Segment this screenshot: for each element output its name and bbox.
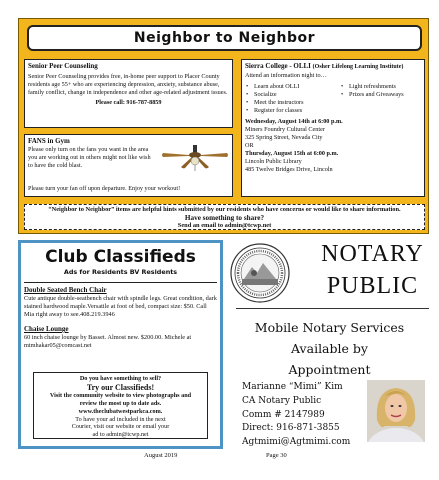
event1-date: Wednesday, August 14th at 6:00 p.m. — [245, 118, 343, 125]
list-item: • Prizes and Giveaways — [340, 91, 404, 99]
promo-question: Do you have something to sell? — [79, 375, 162, 382]
olli-events — [245, 118, 421, 174]
contact-name: Marianne “Mimi” Kim — [242, 382, 343, 392]
senior-body: Senior Peer Counseling provides free, in-home peer support to Placer County residents age 55+ who are experiencing depression, anxiety, substance abuse, family conflict, change in independence and other age-related adjustment issues. — [28, 73, 228, 96]
list-item: • Socialize — [245, 91, 340, 99]
state-seal-icon — [230, 243, 290, 303]
olli-bullets-left — [245, 83, 340, 115]
senior-peer-counseling-box — [24, 59, 233, 128]
services-line: Available by — [291, 341, 368, 356]
ad-body: Cute antique double-seatbench chair with spindle legs. Great condition, dark stained hardwood maple.Versatile at foot of bed, compact size: $50. Call Mia right away to see.408.219.3946 — [24, 295, 217, 318]
fans-heading: FANS in Gym — [28, 137, 70, 145]
notary-title-line2: PUBLIC — [326, 273, 419, 299]
event2-place: Lincoln Public Library — [245, 158, 302, 165]
contact-commission: Comm # 2147989 — [242, 409, 325, 420]
neighbor-note — [24, 204, 425, 230]
note-text: “Neighbor to Neighbor” items are helpful hints submitted by our residents who have concerns or would like to share information. — [48, 206, 401, 213]
note-question: Have something to share? — [184, 214, 265, 222]
contact-email[interactable]: Agtmimi@Agtmimi.com — [242, 437, 351, 448]
ad-title: Chaise Lounge — [24, 325, 69, 333]
footer-date: August 2019 — [144, 452, 178, 459]
classified-ad — [24, 325, 217, 350]
promo-line: Visit the community website to view photographs and — [49, 392, 192, 400]
portrait-photo — [367, 380, 425, 442]
promo-website-link[interactable]: www.theclubatwestparkca.com. — [78, 407, 163, 415]
services-line: Appointment — [288, 362, 371, 377]
classifieds-subtitle: Ads for Residents BV Residents — [63, 268, 178, 276]
club-classifieds-section — [18, 240, 223, 449]
note-email: Send an email to admin@tcwp.net — [177, 222, 272, 229]
fans-body: Please only turn on the fans you want in the area you are working out in others might not like wish to have the cold blast. — [28, 146, 151, 169]
notary-title-line1: NOTARY — [321, 241, 424, 267]
classifieds-title: Club Classifieds — [45, 247, 196, 267]
footer-page-number: Page 30 — [266, 452, 287, 459]
services-line: Mobile Notary Services — [254, 320, 405, 335]
promo-line: Courier, visit our website or email your — [71, 423, 170, 431]
notary-public-ad — [230, 240, 429, 449]
event1-place: Miners Foundry Cultural Center — [245, 126, 325, 133]
event-or: OR — [245, 142, 254, 149]
notary-contact — [242, 381, 362, 450]
promo-line: To have your ad included in the next — [75, 415, 166, 423]
promo-line: ad to admin@tcwp.net — [92, 431, 149, 439]
event2-date: Thursday, August 15th at 6:00 p.m. — [245, 150, 339, 157]
list-item: • Learn about OLLI — [245, 83, 340, 91]
neighbor-to-neighbor-section — [18, 18, 429, 234]
neighbor-title: Neighbor to Neighbor — [27, 25, 422, 51]
ad-body: 60 inch chaise lounge by Basset. Almost new. $200.00. Michele at mtmhakar05@comcast.net — [24, 334, 192, 349]
notary-services — [230, 317, 429, 380]
olli-heading — [245, 62, 421, 72]
contact-title: CA Notary Public — [242, 395, 322, 406]
list-item: • Register for classes — [245, 107, 340, 115]
event1-address: 325 Spring Street, Nevada City — [245, 134, 323, 141]
contact-phone[interactable]: Direct: 916-871-3855 — [242, 423, 340, 434]
olli-bullets-right — [340, 83, 404, 115]
fans-closing: Please turn your fan off upon departure. Enjoy your workout! — [28, 185, 181, 192]
promo-line: review the most up to date ads. — [79, 400, 162, 408]
senior-heading: Senior Peer Counseling — [28, 62, 98, 70]
divider — [236, 308, 429, 309]
olli-heading-main: Sierra College - OLLI — [245, 62, 311, 70]
ceiling-fan-icon — [161, 145, 229, 173]
divider — [24, 282, 217, 283]
olli-intro: Attend an information night to… — [245, 72, 327, 79]
sierra-college-olli-box — [241, 59, 425, 197]
list-item: • Meet the instructors — [245, 99, 340, 107]
list-item: • Light refreshments — [340, 83, 404, 91]
ad-title: Double Seated Bench Chair — [24, 286, 107, 294]
promo-headline: Try our Classifieds! — [86, 382, 155, 392]
event2-address: 485 Twelve Bridges Drive, Lincoln — [245, 166, 333, 173]
olli-heading-sub: (Osher Lifelong Learning Institute) — [312, 64, 404, 70]
sell-promo-box — [33, 372, 208, 439]
classified-ad — [24, 286, 217, 319]
senior-phone: Please call: 916-787-8859 — [95, 99, 162, 106]
fans-in-gym-box — [24, 134, 233, 197]
classifieds-header — [24, 246, 217, 281]
